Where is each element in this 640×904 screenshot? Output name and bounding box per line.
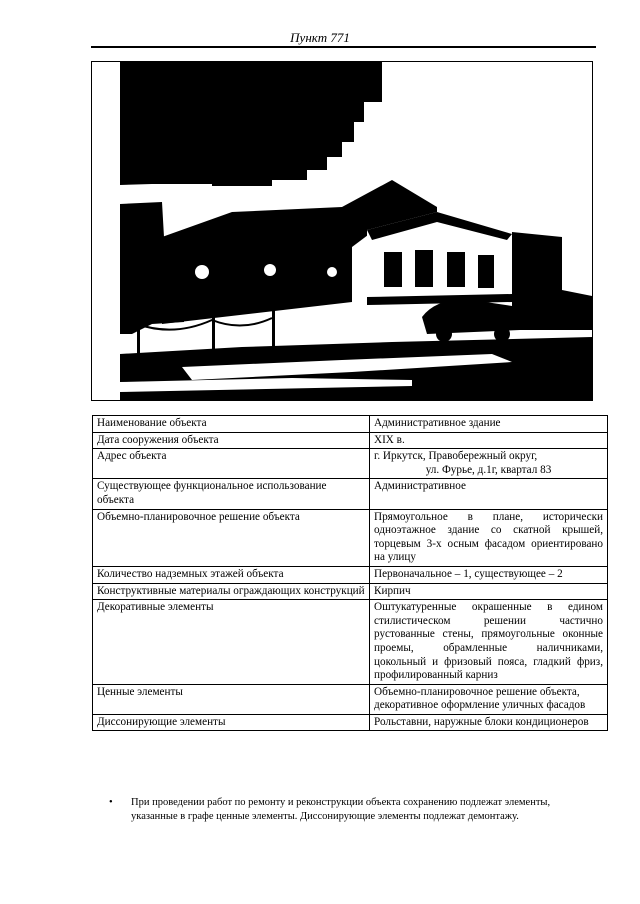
table-row <box>93 449 608 479</box>
header-rule <box>91 46 596 48</box>
row-label: Ценные элементы <box>93 684 370 714</box>
preservation-note <box>107 796 577 823</box>
row-label: Адрес объекта <box>93 449 370 479</box>
row-value: Объемно-планировочное решение объекта, декоративное оформление уличных фасадов <box>370 684 608 714</box>
table-row <box>93 684 608 714</box>
row-label: Декоративные элементы <box>93 600 370 685</box>
object-info-table <box>92 415 608 731</box>
row-label: Дата сооружения объекта <box>93 432 370 449</box>
row-value: Кирпич <box>370 583 608 600</box>
row-label: Количество надземных этажей объекта <box>93 566 370 583</box>
address-line-2: ул. Фурье, д.1г, квартал 83 <box>425 463 552 476</box>
row-value: Прямоугольное в плане, исторически одноэтажное здание со скатной крышей, торцевым 3-х осным фасадом ориентировано на улицу <box>370 509 608 566</box>
row-value: XIX в. <box>370 432 608 449</box>
row-value: Рольставни, наружные блоки кондиционеров <box>370 714 608 731</box>
table-row <box>93 416 608 433</box>
table-row <box>93 600 608 685</box>
note-text: При проведении работ по ремонту и реконструкции объекта сохранению подлежат элементы, указанные в графе ценные элементы. Диссонирующие элементы подлежат демонтажу. <box>131 797 551 822</box>
table-row <box>93 566 608 583</box>
row-label: Конструктивные материалы ограждающих конструкций <box>93 583 370 600</box>
building-photo-image <box>92 62 592 400</box>
table-row <box>93 432 608 449</box>
table-row <box>93 479 608 509</box>
address-line-1: г. Иркутск, Правобережный округ, <box>374 450 538 463</box>
row-label: Наименование объекта <box>93 416 370 433</box>
row-label: Объемно-планировочное решение объекта <box>93 509 370 566</box>
row-value-address <box>370 449 608 479</box>
bullet-icon: • <box>109 797 113 808</box>
row-label: Диссонирующие элементы <box>93 714 370 731</box>
row-value: Первоначальное – 1, существующее – 2 <box>370 566 608 583</box>
table-row <box>93 509 608 566</box>
row-label: Существующее функциональное использование объекта <box>93 479 370 509</box>
row-value: Оштукатуренные окрашенные в едином стилистическом решении частично рустованные стены, прямоугольные оконные проемы, обрамленные наличниками, цокольный и фризовый пояса, гладкий фриз, профилированный карниз <box>370 600 608 685</box>
row-value: Административное <box>370 479 608 509</box>
table-row <box>93 714 608 731</box>
page-title: Пункт 771 <box>290 30 350 45</box>
row-value: Административное здание <box>370 416 608 433</box>
building-photo <box>91 61 593 401</box>
table-row <box>93 583 608 600</box>
